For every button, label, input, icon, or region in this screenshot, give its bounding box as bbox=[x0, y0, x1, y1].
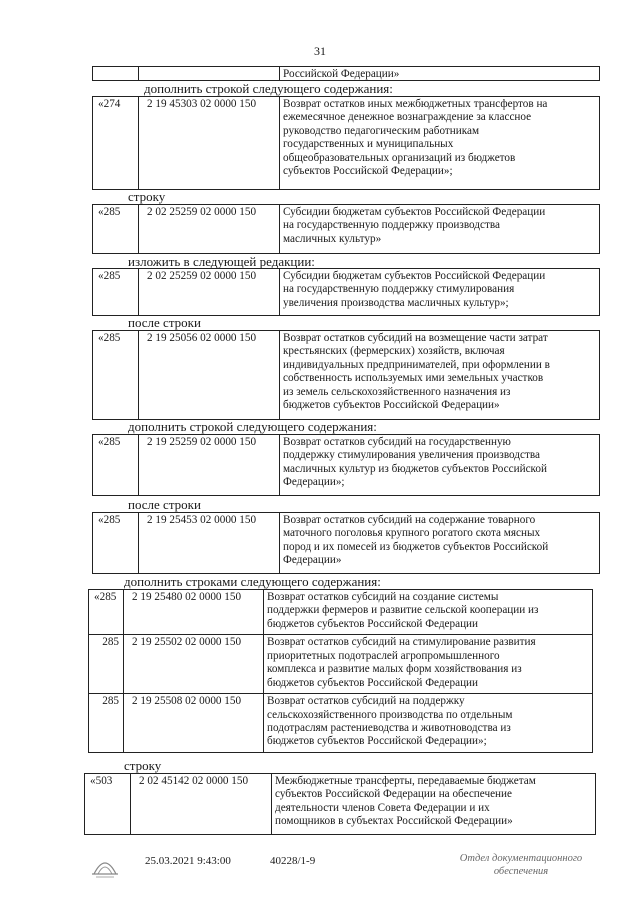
row-text: Возврат остатков иных межбюджетных трансфертов на ежемесячное денежное вознаграждение за классное руководство педагогическим работникам государственных и муниципальных общеобразовательных организаций из бюджетов субъектов Российской Федерации»; bbox=[283, 98, 548, 178]
emblem-logo-icon bbox=[88, 848, 122, 878]
row-code: 2 19 25508 02 0000 150 bbox=[124, 693, 264, 752]
row-text: Возврат остатков субсидий на поддержку сельскохозяйственного производства по отдельным подотраслям растениеводства и животноводства из бюджетов субъектов Российской Федерации»; bbox=[264, 693, 592, 752]
footer-datetime: 25.03.2021 9:43:00 bbox=[145, 855, 231, 867]
row-code: 2 02 45142 02 0000 150 bbox=[131, 774, 272, 834]
row-number: «285 bbox=[93, 331, 139, 419]
row-code: 2 02 25259 02 0000 150 bbox=[139, 269, 280, 315]
row-text: Субсидии бюджетам субъектов Российской Федерации на государственную поддержку производства масличных культур» bbox=[283, 206, 546, 245]
instruction-2: строку bbox=[128, 189, 166, 204]
stamp-line-1: Отдел документационного bbox=[459, 853, 583, 864]
row-code bbox=[139, 67, 280, 80]
row-number: «274 bbox=[93, 97, 139, 189]
row-text: Возврат остатков субсидий на создание системы поддержки фермеров и развитие сельской кооперации из бюджетов субъектов Российской Федерации bbox=[267, 591, 539, 630]
table-block-4 bbox=[92, 330, 600, 420]
row-text: Российской Федерации» bbox=[283, 68, 400, 80]
table-block-0 bbox=[92, 66, 600, 81]
table-block-1 bbox=[92, 96, 600, 190]
table-block-7 bbox=[88, 589, 593, 753]
row-code: 2 19 25480 02 0000 150 bbox=[124, 590, 264, 634]
instruction-7: дополнить строками следующего содержания: bbox=[124, 574, 381, 589]
row-text: Возврат остатков субсидий на содержание товарного маточного поголовья крупного рогатого скота мясных пород и их помесей из бюджетов субъектов Российской Федерации» bbox=[283, 514, 549, 567]
row-number: «285 bbox=[89, 590, 124, 634]
row-code: 2 19 25056 02 0000 150 bbox=[139, 331, 280, 419]
row-code: 2 02 25259 02 0000 150 bbox=[139, 205, 280, 253]
row-text: Возврат остатков субсидий на государственную поддержку стимулирования увеличения производства масличных культур из бюджетов субъектов Российской Федерации»; bbox=[283, 436, 547, 489]
row-text: Возврат остатков субсидий на возмещение части затрат крестьянских (фермерских) хозяйств, включая индивидуальных предпринимателей, при оформлении в собственность используемых ими земельных участков из земель сельскохозяйственного назначения из бюджетов субъектов Российской Федерации» bbox=[283, 332, 550, 412]
instruction-3: изложить в следующей редакции: bbox=[128, 254, 315, 269]
row-text: Субсидии бюджетам субъектов Российской Федерации на государственную поддержку стимулирования увеличения производства масличных культур»; bbox=[283, 270, 546, 309]
instruction-5: дополнить строкой следующего содержания: bbox=[128, 419, 377, 434]
instruction-6: после строки bbox=[128, 497, 201, 512]
instruction-8: строку bbox=[124, 758, 162, 773]
stamp-line-2: обеспечения bbox=[493, 866, 549, 877]
department-stamp bbox=[446, 852, 596, 878]
row-number: «503 bbox=[85, 774, 131, 834]
row-code: 2 19 45303 02 0000 150 bbox=[139, 97, 280, 189]
row-number: 285 bbox=[89, 693, 124, 752]
instruction-1: дополнить строкой следующего содержания: bbox=[144, 81, 393, 96]
row-text: Межбюджетные трансферты, передаваемые бюджетам субъектов Российской Федерации на обеспечение деятельности членов Совета Федерации и их помощников в субъектах Российской Федерации» bbox=[275, 775, 536, 828]
row-code: 2 19 25259 02 0000 150 bbox=[139, 435, 280, 495]
row-number: 285 bbox=[89, 634, 124, 693]
row-number bbox=[93, 67, 139, 80]
row-number: «285 bbox=[93, 513, 139, 573]
footer-doc-number: 40228/1-9 bbox=[270, 855, 316, 867]
table-block-5 bbox=[92, 434, 600, 496]
table-block-6 bbox=[92, 512, 600, 574]
row-text: Возврат остатков субсидий на стимулирование развития приоритетных подотраслей агропромышленного комплекса и развитие малых форм хозяйствования из бюджетов субъектов Российской Федерации bbox=[264, 634, 592, 693]
row-number: «285 bbox=[93, 269, 139, 315]
row-number: «285 bbox=[93, 435, 139, 495]
row-code: 2 19 25502 02 0000 150 bbox=[124, 634, 264, 693]
row-code: 2 19 25453 02 0000 150 bbox=[139, 513, 280, 573]
table-block-8 bbox=[84, 773, 596, 835]
page-number: 31 bbox=[314, 44, 326, 58]
table-block-3 bbox=[92, 268, 600, 316]
table-block-2 bbox=[92, 204, 600, 254]
row-number: «285 bbox=[93, 205, 139, 253]
instruction-4: после строки bbox=[128, 315, 201, 330]
